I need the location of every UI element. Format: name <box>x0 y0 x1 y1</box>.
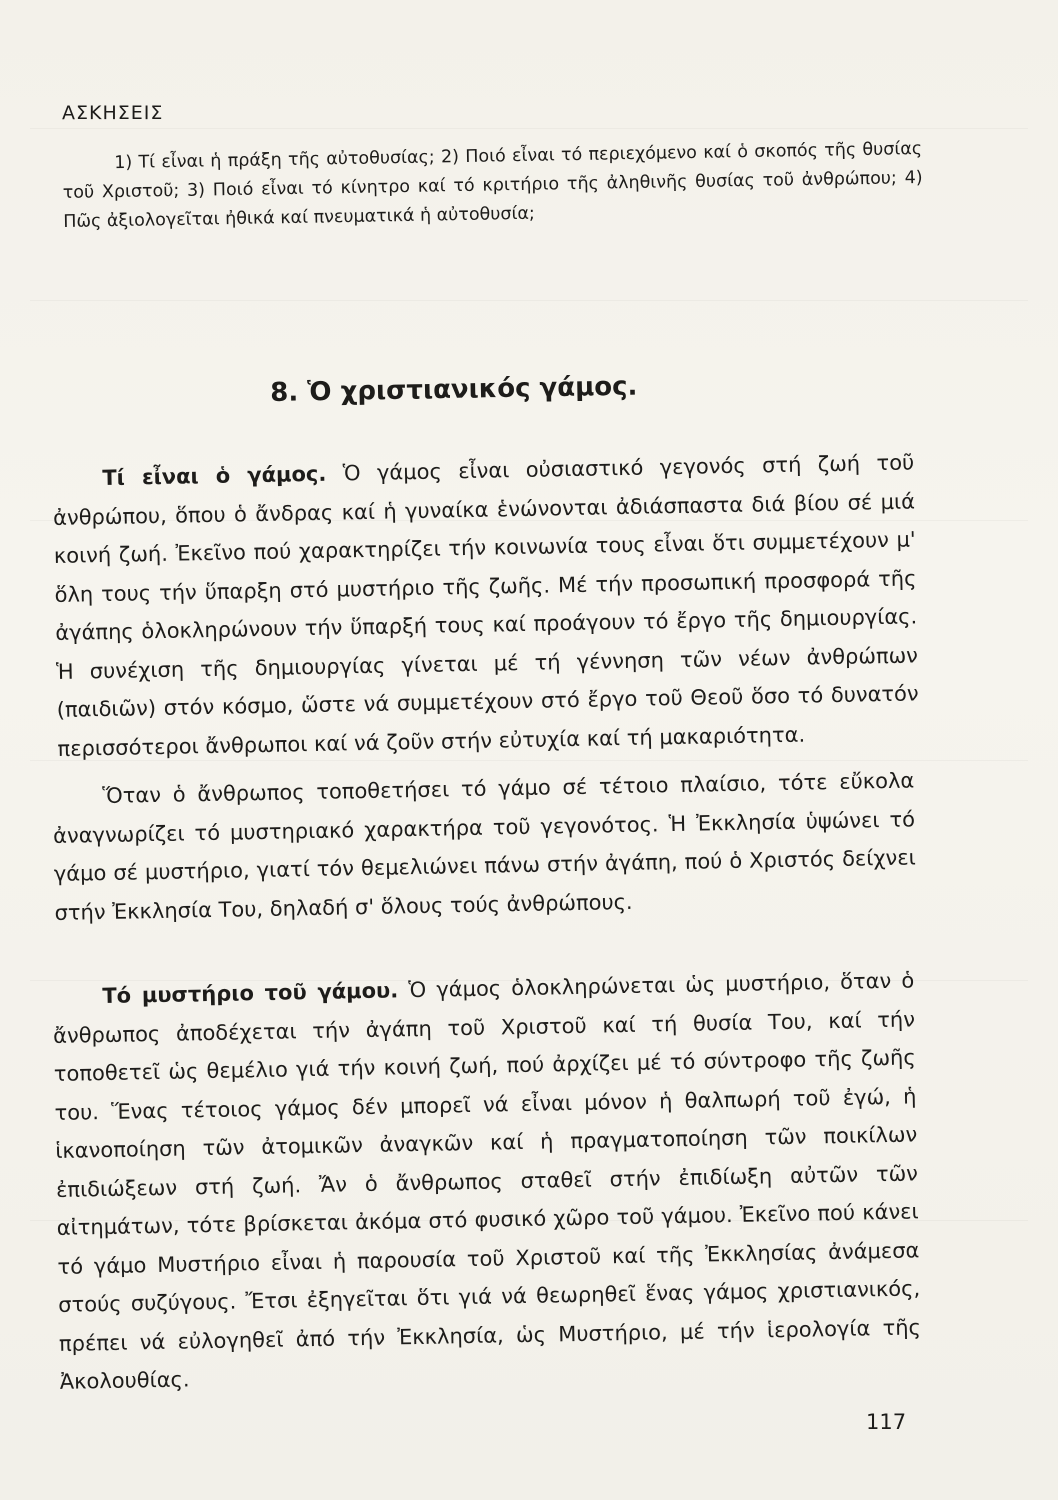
paragraph-text: Ὁ γάμος εἶναι οὐσιαστικό γεγονός στή ζωή τοῦ ἀνθρώπου, ὅπου ὁ ἄνδρας καί ἡ γυναίκα ἑνώνονται ἀδιάσπαστα διά βίου σέ μιά κοινή ζωή. Ἐκεῖνο πού χαρακτηρίζει τήν κοινωνία τους εἶναι ὅτι συμμετέχουν μ' ὅλη τους τήν ὕπαρξη στό μυστήριο τῆς ζωῆς. Μέ τήν προσωπική προσφορά τῆς ἀγάπης ὁλοκληρώνουν τήν ὕπαρξή τους καί προάγουν τό ἔργο τῆς δημιουργίας. Ἡ συνέχιση τῆς δημιουργίας γίνεται μέ τή γέννηση τῶν νέων ἀνθρώπων (παιδιῶν) στόν κόσμο, ὥστε νά συμμετέχουν στό ἔργο τοῦ Θεοῦ ὅσο τό δυνατόν περισσότεροι ἄνθρωποι καί νά ζοῦν στήν εὐτυχία καί τή μακαριότητα. <box>52 450 919 761</box>
section-title: 8. Ὁ χριστιανικός γάμος. <box>270 371 638 408</box>
exercises-text: 1) Τί εἶναι ἡ πράξη τῆς αὐτοθυσίας; 2) Ποιό εἶναι τό περιεχόμενο καί ὁ σκοπός τῆς θυσίας τοῦ Χριστοῦ; 3) Ποιό εἶναι τό κίνητρο καί τό κριτήριο τῆς ἀληθινῆς θυσίας τοῦ ἀνθρώπου; 4) Πῶς ἀξιολογεῖται ἠθικά καί πνευματικά ἡ αὐτοθυσία; <box>62 138 923 232</box>
paragraph-text: Ὁ γάμος ὁλοκληρώνεται ὡς μυστήριο, ὅταν ὁ ἄνθρωπος ἀποδέχεται τήν ἀγάπη τοῦ Χριστοῦ καί τή θυσία Του, καί τήν τοποθετεῖ ὡς θεμέλιο γιά τήν κοινή ζωή, πού ἀρχίζει μέ τό σύντροφο τῆς ζωῆς του. Ἕνας τέτοιος γάμος δέν μπορεῖ νά εἶναι μόνον ἡ θαλπωρή τοῦ ἐγώ, ἡ ἱκανοποίηση τῶν ἀτομικῶν ἀναγκῶν καί ἡ πραγματοποίηση τῶν ποικίλων ἐπιδιώξεων στή ζωή. Ἄν ὁ ἄνθρωπος σταθεῖ στήν ἐπιδίωξη αὐτῶν τῶν αἰτημάτων, τότε βρίσκεται ἀκόμα στό φυσικό χῶρο τοῦ γάμου. Ἐκεῖνο πού κάνει τό γάμο Μυστήριο εἶναι ἡ παρουσία τοῦ Χριστοῦ καί τῆς Ἐκκλησίας ἀνάμεσα στούς συζύγους. Ἔτσι ἐξηγεῖται ὅτι γιά νά θεωρηθεῖ ἕνας γάμος χριστιανικός, πρέπει νά εὐλογηθεῖ ἀπό τήν Ἐκκλησία, ὡς Μυστήριο, μέ τήν ἱερολογία τῆς Ἀκολουθίας. <box>52 968 922 1394</box>
paragraph-lead: Τό μυστήριο τοῦ γάμου. <box>102 978 399 1009</box>
paragraph-what-is-marriage <box>52 443 920 767</box>
paragraph-sacrament-of-marriage <box>52 961 922 1401</box>
paragraph-sacramental-character <box>52 761 917 932</box>
exercises-heading: ΑΣΚΗΣΕΙΣ <box>62 102 164 124</box>
paragraph-text: Ὅταν ὁ ἄνθρωπος τοποθετήσει τό γάμο σέ τέτοιο πλαίσιο, τότε εὔκολα ἀναγνωρίζει τό μυστηριακό χαρακτήρα τοῦ γεγονότος. Ἡ Ἐκκλησία ὑψώνει τό γάμο σέ μυστήριο, γιατί τόν θεμελιώνει πάνω στήν ἀγάπη, πού ὁ Χριστός δείχνει στήν Ἐκκλησία Του, δηλαδή σ' ὅλους τούς ἀνθρώπους. <box>52 768 916 925</box>
bleed-line <box>30 300 1028 301</box>
paragraph-lead: Τί εἶναι ὁ γάμος. <box>102 461 327 491</box>
bleed-line <box>30 128 1028 129</box>
page-number: 117 <box>866 1410 907 1434</box>
